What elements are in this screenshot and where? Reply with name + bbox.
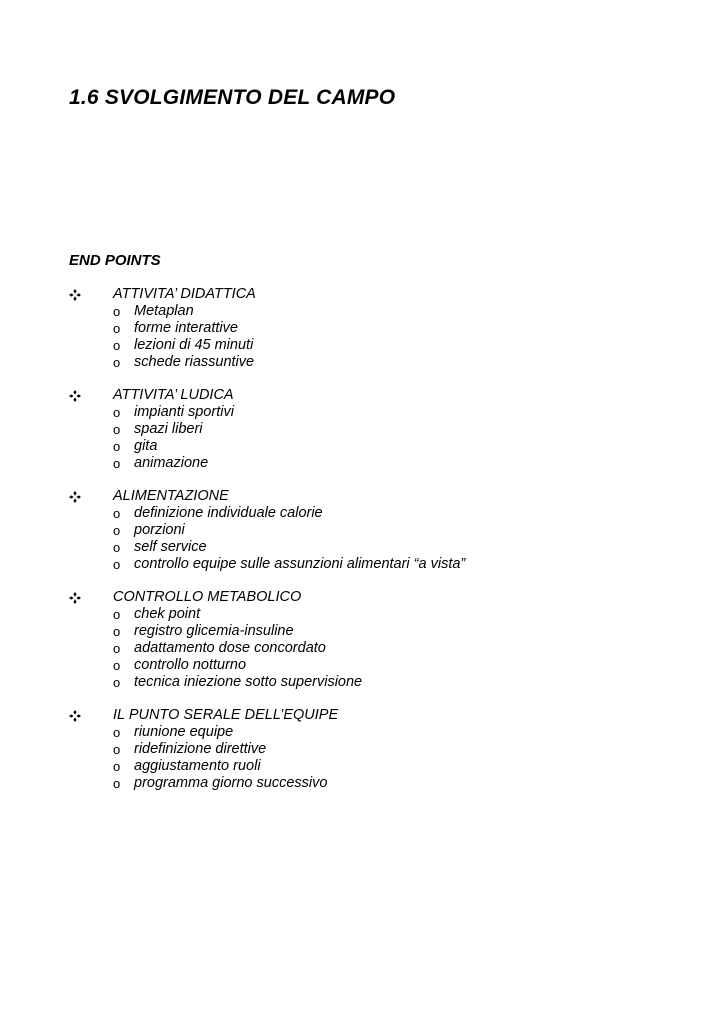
circle-bullet-icon: o [113, 759, 121, 774]
list-item [0, 455, 724, 472]
list-item [0, 556, 724, 573]
list-item-label: adattamento dose concordato [134, 640, 326, 656]
list-item-label: animazione [134, 455, 209, 471]
list-item [0, 640, 724, 657]
section-label: ATTIVITA’ DIDATTICA [113, 286, 256, 302]
list-item [0, 303, 724, 320]
list-item-label: definizione individuale calorie [134, 505, 323, 521]
list-item-label: lezioni di 45 minuti [134, 337, 254, 353]
list-item [0, 623, 724, 640]
circle-bullet-icon: o [113, 456, 121, 471]
list-item [0, 522, 724, 539]
list-item [0, 337, 724, 354]
list-item-label: riunione equipe [134, 724, 234, 740]
circle-bullet-icon: o [113, 607, 121, 622]
end-point-section [0, 387, 724, 472]
section-heading [0, 488, 724, 505]
section-items [0, 505, 724, 573]
circle-bullet-icon: o [113, 725, 121, 740]
section-items [0, 724, 724, 792]
circle-bullet-icon: o [113, 557, 121, 572]
circle-bullet-icon: o [113, 439, 121, 454]
list-item [0, 421, 724, 438]
section-items [0, 606, 724, 691]
circle-bullet-icon: o [113, 540, 121, 555]
list-item [0, 775, 724, 792]
section-label: CONTROLLO METABOLICO [113, 589, 302, 605]
circle-bullet-icon: o [113, 304, 121, 319]
list-item-label: programma giorno successivo [134, 775, 328, 791]
list-item [0, 354, 724, 371]
page-title: 1.6 SVOLGIMENTO DEL CAMPO [69, 86, 396, 109]
list-item-label: tecnica iniezione sotto supervisione [134, 674, 363, 690]
list-item [0, 505, 724, 522]
list-item-label: schede riassuntive [134, 354, 255, 370]
list-item [0, 320, 724, 337]
circle-bullet-icon: o [113, 506, 121, 521]
section-heading [0, 589, 724, 606]
diamond-bullet-icon [69, 710, 81, 722]
circle-bullet-icon: o [113, 641, 121, 656]
list-item-label: self service [134, 539, 207, 555]
list-item [0, 606, 724, 623]
end-point-section [0, 589, 724, 691]
diamond-bullet-icon [69, 592, 81, 604]
diamond-bullet-icon [69, 289, 81, 301]
end-point-section [0, 286, 724, 371]
list-item [0, 438, 724, 455]
list-item-label: impianti sportivi [134, 404, 234, 420]
section-label: ATTIVITA’ LUDICA [113, 387, 234, 403]
section-heading [0, 387, 724, 404]
circle-bullet-icon: o [113, 321, 121, 336]
list-item-label: spazi liberi [134, 421, 203, 437]
list-item-label: controllo notturno [134, 657, 247, 673]
list-item-label: gita [134, 438, 158, 454]
list-item-label: controllo equipe sulle assunzioni alimentari “a vista” [134, 556, 466, 572]
list-item [0, 539, 724, 556]
diamond-bullet-icon [69, 390, 81, 402]
list-item [0, 724, 724, 741]
circle-bullet-icon: o [113, 355, 121, 370]
list-item [0, 741, 724, 758]
section-heading [0, 707, 724, 724]
list-item-label: registro glicemia-insuline [134, 623, 294, 639]
circle-bullet-icon: o [113, 742, 121, 757]
circle-bullet-icon: o [113, 776, 121, 791]
list-item [0, 674, 724, 691]
section-heading [0, 286, 724, 303]
diamond-bullet-icon [69, 491, 81, 503]
circle-bullet-icon: o [113, 658, 121, 673]
list-item [0, 404, 724, 421]
section-items [0, 303, 724, 371]
circle-bullet-icon: o [113, 624, 121, 639]
list-item-label: ridefinizione direttive [134, 741, 267, 757]
end-points-list [0, 286, 724, 808]
section-subtitle: END POINTS [69, 252, 161, 269]
circle-bullet-icon: o [113, 523, 121, 538]
end-point-section [0, 488, 724, 573]
list-item-label: porzioni [134, 522, 185, 538]
circle-bullet-icon: o [113, 675, 121, 690]
list-item-label: Metaplan [134, 303, 194, 319]
end-point-section [0, 707, 724, 792]
circle-bullet-icon: o [113, 338, 121, 353]
section-label: IL PUNTO SERALE DELL’EQUIPE [113, 707, 339, 723]
circle-bullet-icon: o [113, 422, 121, 437]
list-item-label: forme interattive [134, 320, 238, 336]
circle-bullet-icon: o [113, 405, 121, 420]
list-item [0, 758, 724, 775]
list-item-label: aggiustamento ruoli [134, 758, 261, 774]
list-item-label: chek point [134, 606, 201, 622]
section-items [0, 404, 724, 472]
section-label: ALIMENTAZIONE [113, 488, 229, 504]
list-item [0, 657, 724, 674]
